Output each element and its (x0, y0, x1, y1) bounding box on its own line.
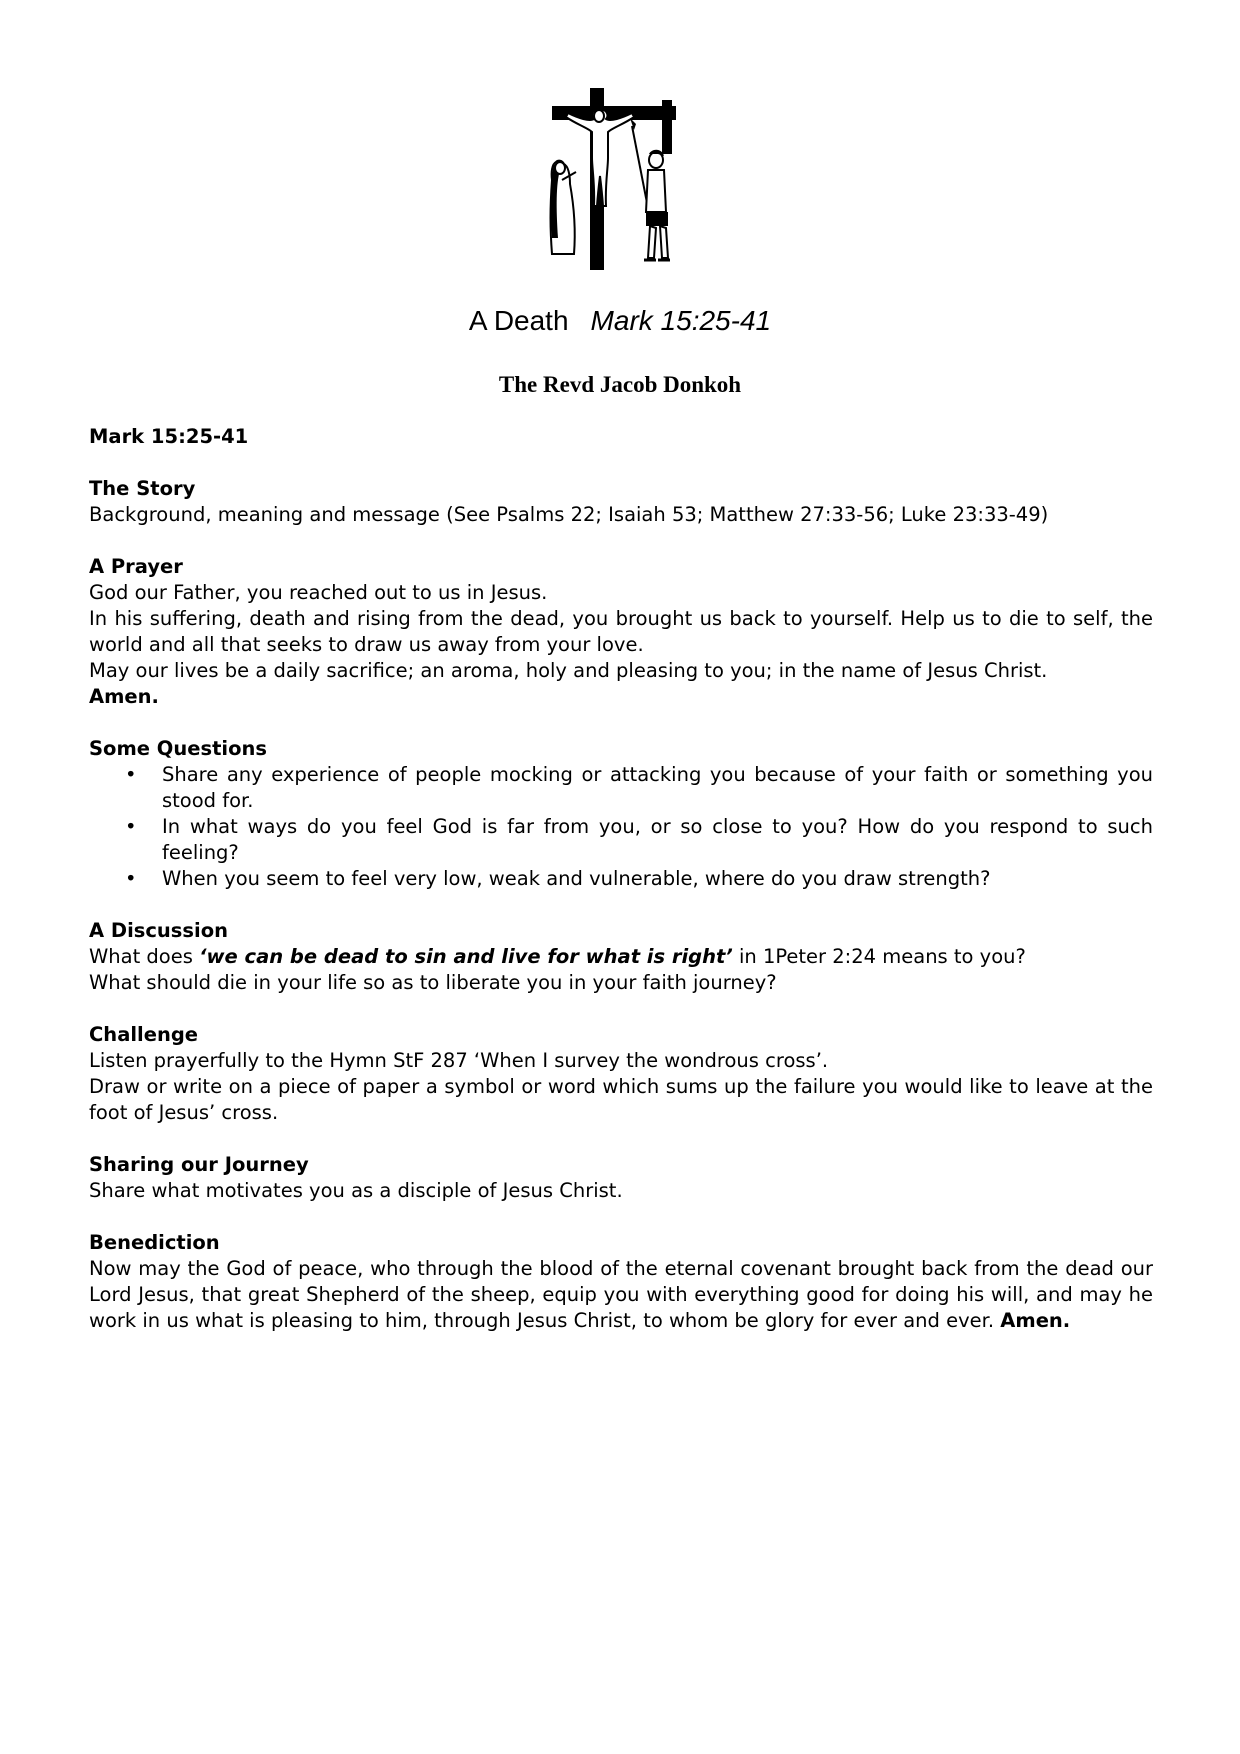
list-item (89, 866, 1153, 892)
section-heading: A Discussion (89, 919, 228, 942)
section-heading: The Story (89, 477, 196, 500)
section-text: Share what motivates you as a disciple of Jesus Christ. (89, 1179, 623, 1202)
page-title (0, 303, 1240, 339)
benediction-amen: Amen. (1000, 1309, 1071, 1332)
challenge-line: Draw or write on a piece of paper a symbol or word which sums up the failure you would like to leave at the foot of Jesus’ cross. (89, 1075, 1153, 1124)
section-discussion (89, 918, 1153, 996)
discussion-line: What should die in your life so as to liberate you in your faith journey? (89, 971, 777, 994)
prayer-line: In his suffering, death and rising from the dead, you brought us back to yourself. Help us to die to self, the world and all that seeks to draw us away from your love. (89, 607, 1153, 656)
prayer-line: God our Father, you reached out to us in Jesus. (89, 581, 548, 604)
section-heading: Some Questions (89, 737, 267, 760)
bullet-icon: • (125, 815, 137, 838)
section-questions (89, 736, 1153, 892)
benediction-text (89, 1256, 1153, 1334)
discussion-quote: ‘we can be dead to sin and live for what is right’ (199, 945, 733, 968)
section-prayer (89, 554, 1153, 710)
title-scripture-reference: Mark 15:25-41 (590, 305, 772, 336)
discussion-line (89, 944, 1153, 970)
list-item (89, 762, 1153, 814)
bullet-icon: • (125, 867, 137, 890)
prayer-amen: Amen. (89, 685, 159, 708)
crucifixion-illustration (548, 88, 690, 270)
author-name: The Revd Jacob Donkoh (498, 372, 742, 397)
section-heading: Sharing our Journey (89, 1153, 309, 1176)
section-heading: Challenge (89, 1023, 199, 1046)
section-challenge (89, 1022, 1153, 1126)
challenge-line: Listen prayerfully to the Hymn StF 287 ‘When I survey the wondrous cross’. (89, 1049, 829, 1072)
title-text: A Death (468, 305, 569, 336)
questions-list (89, 762, 1153, 892)
section-story (89, 476, 1153, 528)
section-heading: A Prayer (89, 555, 183, 578)
prayer-line: May our lives be a daily sacrifice; an aroma, holy and pleasing to you; in the name of Jesus Christ. (89, 659, 1048, 682)
section-sharing (89, 1152, 1153, 1204)
bullet-icon: • (125, 763, 137, 786)
list-item (89, 814, 1153, 866)
benediction-body: Now may the God of peace, who through the blood of the eternal covenant brought back from the dead our Lord Jesus, that great Shepherd of the sheep, equip you with everything good for doing his will, and may he work in us what is pleasing to him, through Jesus Christ, to whom be glory for ever and ever. (89, 1257, 1153, 1332)
section-text: Background, meaning and message (See Psalms 22; Isaiah 53; Matthew 27:33-56; Luke 23:33-49) (89, 503, 1049, 526)
discussion-text: in 1Peter 2:24 means to you? (732, 945, 1026, 968)
question-text: Share any experience of people mocking or attacking you because of your faith or something you stood for. (162, 763, 1153, 812)
question-text: When you seem to feel very low, weak and vulnerable, where do you draw strength? (162, 867, 991, 890)
passage-reference: Mark 15:25-41 (89, 425, 249, 448)
question-text: In what ways do you feel God is far from you, or so close to you? How do you respond to such feeling? (162, 815, 1153, 864)
section-heading: Benediction (89, 1231, 220, 1254)
document-body (89, 424, 1153, 1360)
discussion-text: What does (89, 945, 200, 968)
section-benediction (89, 1230, 1153, 1334)
